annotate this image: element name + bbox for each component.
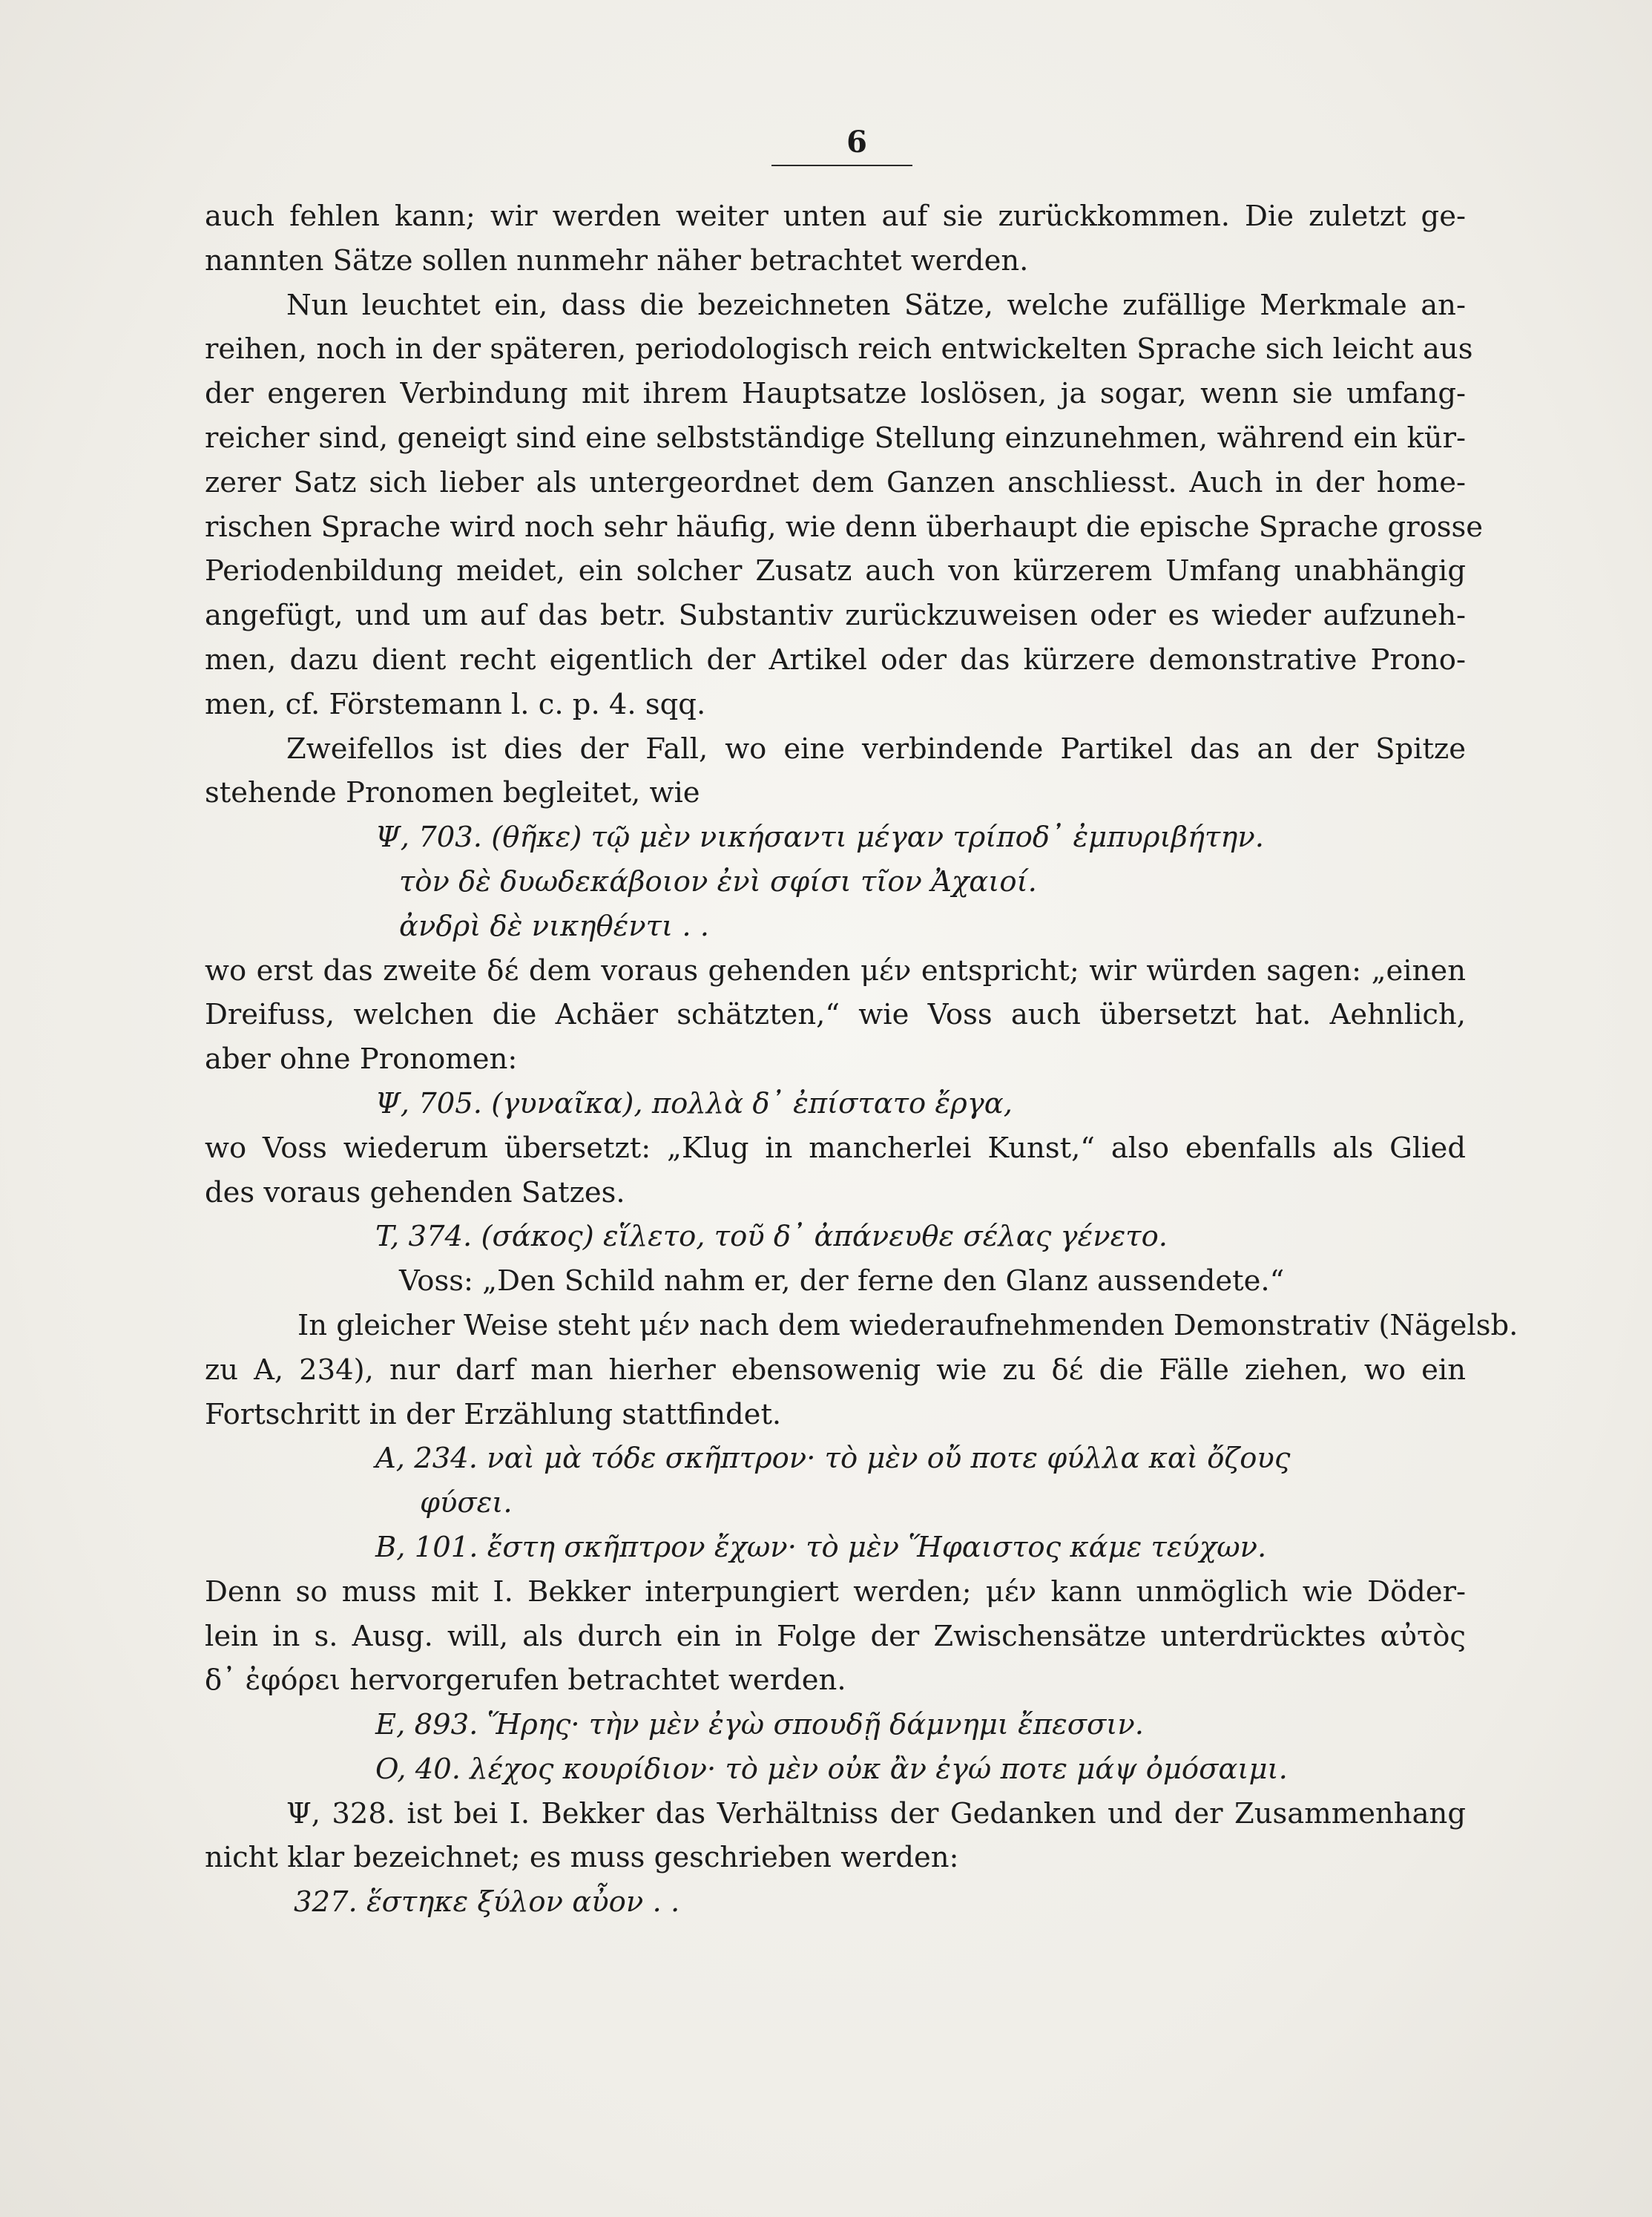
text-line: δ᾽ ἐφόρει hervorgerufen betrachtet werden.: [205, 1663, 846, 1698]
greek-quote-line: τὸν δὲ δυωδεκάβοιον ἐνὶ σφίσι τῖον Ἀχαιοί.: [399, 864, 1037, 899]
greek-quote-line: Ψ, 705. (γυναῖκα), πολλὰ δ᾽ ἐπίστατο ἔργα,: [375, 1086, 1013, 1120]
text-line: angefügt, und um auf das betr. Substantiv zurückzuweisen oder es wieder aufzuneh-: [205, 599, 1466, 633]
text-line: lein in s. Ausg. will, als durch ein in Folge der Zwischensätze unterdrücktes αὐτὸς: [205, 1619, 1466, 1653]
text-line: Ψ, 328. ist bei I. Bekker das Verhältniss der Gedanken und der Zusammenhang: [286, 1796, 1466, 1830]
text-line: rischen Sprache wird noch sehr häufig, wie denn überhaupt die epische Sprache grosse: [205, 510, 1484, 544]
text-line: nannten Sätze sollen nunmehr näher betrachtet werden.: [205, 243, 1029, 277]
text-line: Voss: „Den Schild nahm er, der ferne den Glanz aussendete.“: [399, 1264, 1285, 1298]
text-line: zerer Satz sich lieber als untergeordnet dem Ganzen anschliesst. Auch in der home-: [205, 465, 1466, 499]
text-line: wo Voss wiederum übersetzt: „Klug in mancherlei Kunst,“ also ebenfalls als Glied: [205, 1131, 1466, 1165]
text-line: reicher sind, geneigt sind eine selbstständige Stellung einzunehmen, während ein kür-: [205, 421, 1466, 455]
text-line: der engeren Verbindung mit ihrem Hauptsatze loslösen, ja sogar, wenn sie umfang-: [205, 377, 1466, 411]
text-line: wo erst das zweite δέ dem voraus gehenden μέν entspricht; wir würden sagen: „einen: [205, 953, 1466, 988]
text-line: Denn so muss mit I. Bekker interpungiert werden; μέν kann unmöglich wie Döder-: [205, 1574, 1466, 1609]
greek-quote-line: A, 234. ναὶ μὰ τόδε σκῆπτρον· τὸ μὲν οὔ ποτε φύλλα καὶ ὄζους: [375, 1442, 1291, 1476]
text-line: Fortschritt in der Erzählung stattfindet.: [205, 1397, 782, 1431]
text-line: stehende Pronomen begleitet, wie: [205, 776, 700, 810]
text-line: auch fehlen kann; wir werden weiter unten auf sie zurückkommen. Die zuletzt ge-: [205, 200, 1466, 233]
text-line: Zweifellos ist dies der Fall, wo eine verbindende Partikel das an der Spitze: [286, 732, 1466, 766]
text-line: Dreifuss, welchen die Achäer schätzten,“ wie Voss auch übersetzt hat. Aehnlich,: [205, 998, 1466, 1032]
greek-quote-line: 327. ἕστηκε ξύλον αὖον . .: [294, 1885, 680, 1919]
text-line: Periodenbildung meidet, ein solcher Zusatz auch von kürzerem Umfang unabhängig: [205, 554, 1466, 588]
text-line: des voraus gehenden Satzes.: [205, 1175, 625, 1209]
greek-quote-line: T, 374. (σάκος) εἵλετο, τοῦ δ᾽ ἀπάνευθε σέλας γένετο.: [375, 1220, 1168, 1254]
greek-quote-line: B, 101. ἔστη σκῆπτρον ἔχων· τὸ μὲν Ἥφαιστος κάμε τεύχων.: [375, 1530, 1267, 1564]
body-text: [205, 194, 1518, 1925]
text-line: nicht klar bezeichnet; es muss geschrieben werden:: [205, 1841, 959, 1875]
page-number: 6: [846, 125, 867, 160]
greek-quote-line: E, 893. Ἥρης· τὴν μὲν ἐγὼ σπουδῇ δάμνημι ἔπεσσιν.: [375, 1708, 1145, 1742]
text-line: Nun leuchtet ein, dass die bezeichneten Sätze, welche zufällige Merkmale an-: [286, 288, 1466, 322]
text-line: aber ohne Pronomen:: [205, 1042, 518, 1077]
greek-quote-line: ἀνδρὶ δὲ νικηθέντι . .: [399, 909, 710, 943]
greek-quote-line: Ψ, 703. (θῆκε) τῷ μὲν νικήσαντι μέγαν τρίποδ᾽ ἐμπυριβήτην.: [375, 821, 1264, 855]
text-line: reihen, noch in der späteren, periodologisch reich entwickelten Sprache sich leicht aus: [205, 332, 1473, 367]
greek-quote-line: φύσει.: [420, 1486, 513, 1520]
text-line: men, cf. Förstemann l. c. p. 4. sqq.: [205, 687, 706, 721]
text-line: zu A, 234), nur darf man hierher ebensowenig wie zu δέ die Fälle ziehen, wo ein: [205, 1353, 1466, 1387]
text-line: men, dazu dient recht eigentlich der Artikel oder das kürzere demonstrative Prono-: [205, 643, 1466, 677]
text-line: In gleicher Weise steht μέν nach dem wiederaufnehmenden Demonstrativ (Nägelsb.: [297, 1308, 1518, 1342]
page-number-rule: [771, 165, 912, 166]
greek-quote-line: O, 40. λέχος κουρίδιον· τὸ μὲν οὐκ ἂν ἐγώ ποτε μάψ ὀμόσαιμι.: [375, 1752, 1288, 1786]
